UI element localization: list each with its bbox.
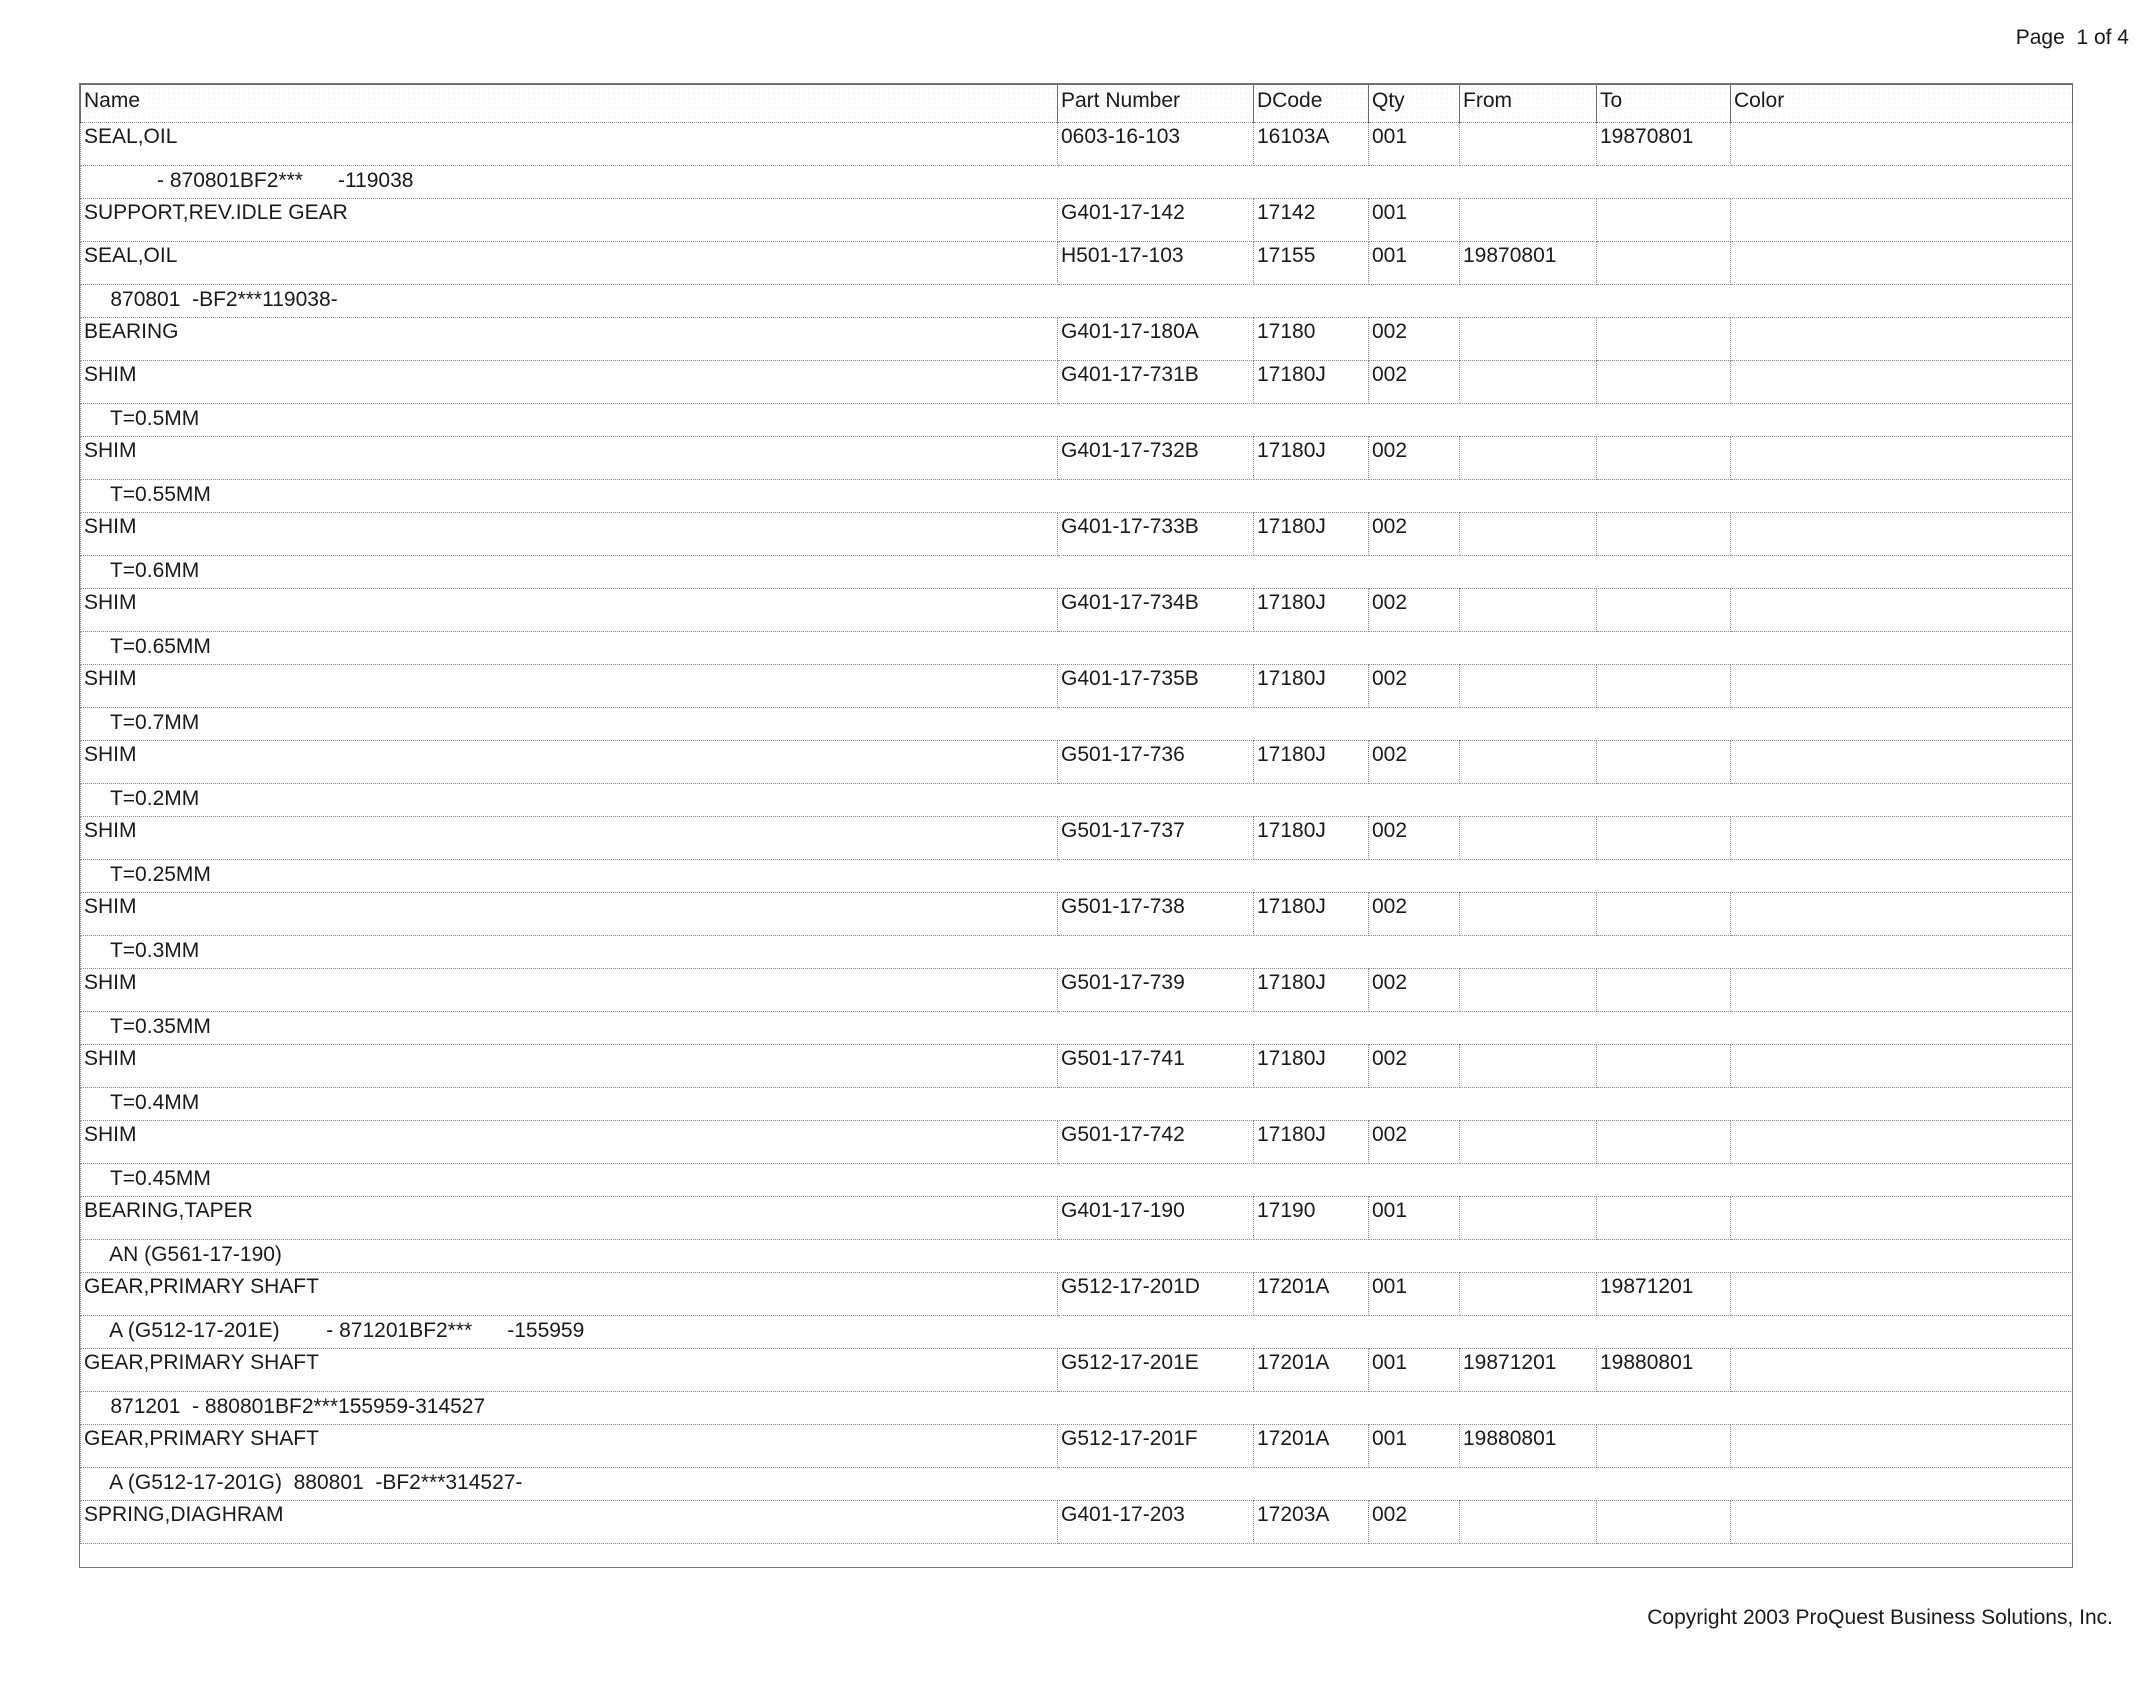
cell-part-number: H501-17-103 — [1058, 242, 1254, 285]
cell-name: GEAR,PRIMARY SHAFT — [81, 1425, 1058, 1468]
row-note: T=0.65MM — [81, 632, 2073, 665]
cell-dcode: 17201A — [1254, 1273, 1369, 1316]
cell-dcode: 17180J — [1254, 1045, 1369, 1088]
cell-from — [1460, 199, 1597, 242]
header-from: From — [1460, 85, 1597, 123]
table-row — [81, 199, 2073, 242]
cell-name: GEAR,PRIMARY SHAFT — [81, 1273, 1058, 1316]
cell-part-number: G401-17-190 — [1058, 1197, 1254, 1240]
table-row-note — [81, 632, 2073, 665]
table-row-note — [81, 784, 2073, 817]
cell-to — [1597, 437, 1731, 480]
cell-from — [1460, 513, 1597, 556]
table-row — [81, 1501, 2073, 1544]
row-note: T=0.25MM — [81, 860, 2073, 893]
cell-from — [1460, 1273, 1597, 1316]
table-row — [81, 1273, 2073, 1316]
table-row — [81, 1121, 2073, 1164]
cell-qty: 001 — [1369, 1425, 1460, 1468]
cell-dcode: 17180J — [1254, 1121, 1369, 1164]
table-row — [81, 665, 2073, 708]
cell-qty: 002 — [1369, 1045, 1460, 1088]
cell-dcode: 17190 — [1254, 1197, 1369, 1240]
table-row-note — [81, 1468, 2073, 1501]
table-row — [81, 969, 2073, 1012]
cell-part-number: G512-17-201D — [1058, 1273, 1254, 1316]
cell-to — [1597, 361, 1731, 404]
cell-name: SHIM — [81, 1121, 1058, 1164]
cell-color — [1731, 199, 2073, 242]
cell-from — [1460, 1045, 1597, 1088]
cell-dcode: 17180J — [1254, 513, 1369, 556]
cell-from: 19880801 — [1460, 1425, 1597, 1468]
cell-color — [1731, 242, 2073, 285]
table-row — [81, 589, 2073, 632]
table-row-note — [81, 556, 2073, 589]
table-row-note — [81, 1088, 2073, 1121]
cell-dcode: 17142 — [1254, 199, 1369, 242]
cell-to — [1597, 665, 1731, 708]
table-row — [81, 817, 2073, 860]
cell-to — [1597, 513, 1731, 556]
table-row-note — [81, 1316, 2073, 1349]
table-row — [81, 437, 2073, 480]
cell-color — [1731, 123, 2073, 166]
cell-dcode: 17180J — [1254, 893, 1369, 936]
cell-qty: 002 — [1369, 893, 1460, 936]
cell-to: 19880801 — [1597, 1349, 1731, 1392]
cell-dcode: 17201A — [1254, 1425, 1369, 1468]
table-row-note — [81, 285, 2073, 318]
row-note: T=0.55MM — [81, 480, 2073, 513]
cell-from — [1460, 1121, 1597, 1164]
cell-qty: 001 — [1369, 1197, 1460, 1240]
cell-part-number: G512-17-201E — [1058, 1349, 1254, 1392]
row-note: T=0.4MM — [81, 1088, 2073, 1121]
cell-to — [1597, 817, 1731, 860]
header-row — [81, 85, 2073, 123]
cell-from — [1460, 1501, 1597, 1544]
cell-color — [1731, 741, 2073, 784]
cell-qty: 002 — [1369, 969, 1460, 1012]
cell-name: SUPPORT,REV.IDLE GEAR — [81, 199, 1058, 242]
table-row-note — [81, 166, 2073, 199]
cell-dcode: 17180J — [1254, 437, 1369, 480]
cell-part-number: G401-17-732B — [1058, 437, 1254, 480]
cell-from — [1460, 123, 1597, 166]
cell-dcode: 17180J — [1254, 817, 1369, 860]
cell-color — [1731, 1425, 2073, 1468]
cell-to — [1597, 242, 1731, 285]
cell-part-number: G501-17-738 — [1058, 893, 1254, 936]
cell-from: 19871201 — [1460, 1349, 1597, 1392]
table-row-note — [81, 1240, 2073, 1273]
cell-color — [1731, 1197, 2073, 1240]
cell-name: SPRING,DIAGHRAM — [81, 1501, 1058, 1544]
cell-part-number: G401-17-731B — [1058, 361, 1254, 404]
table-row-note — [81, 404, 2073, 437]
row-note: T=0.5MM — [81, 404, 2073, 437]
table-row — [81, 361, 2073, 404]
cell-dcode: 17203A — [1254, 1501, 1369, 1544]
cell-qty: 002 — [1369, 1121, 1460, 1164]
cell-dcode: 17155 — [1254, 242, 1369, 285]
cell-to — [1597, 969, 1731, 1012]
cell-qty: 002 — [1369, 817, 1460, 860]
cell-part-number: G401-17-203 — [1058, 1501, 1254, 1544]
cell-from — [1460, 361, 1597, 404]
cell-part-number: G501-17-737 — [1058, 817, 1254, 860]
table-row — [81, 1425, 2073, 1468]
cell-name: SHIM — [81, 969, 1058, 1012]
table-row — [81, 1197, 2073, 1240]
cell-from — [1460, 1197, 1597, 1240]
cell-qty: 002 — [1369, 741, 1460, 784]
cell-name: SEAL,OIL — [81, 242, 1058, 285]
table-row — [81, 242, 2073, 285]
table-row-note — [81, 936, 2073, 969]
cell-part-number: G501-17-736 — [1058, 741, 1254, 784]
cell-from: 19870801 — [1460, 242, 1597, 285]
cell-color — [1731, 893, 2073, 936]
table-row-note — [81, 860, 2073, 893]
cell-color — [1731, 817, 2073, 860]
table-header — [81, 85, 2073, 123]
row-note: T=0.2MM — [81, 784, 2073, 817]
table-row — [81, 741, 2073, 784]
cell-name: SHIM — [81, 1045, 1058, 1088]
table-row-note — [81, 1012, 2073, 1045]
cell-name: GEAR,PRIMARY SHAFT — [81, 1349, 1058, 1392]
table-row-note — [81, 1164, 2073, 1197]
row-note: T=0.35MM — [81, 1012, 2073, 1045]
table-row-note — [81, 1392, 2073, 1425]
cell-to — [1597, 1121, 1731, 1164]
cell-qty: 001 — [1369, 1273, 1460, 1316]
cell-to — [1597, 741, 1731, 784]
cell-color — [1731, 361, 2073, 404]
cell-color — [1731, 513, 2073, 556]
cell-name: SHIM — [81, 513, 1058, 556]
cell-from — [1460, 665, 1597, 708]
cell-qty: 002 — [1369, 318, 1460, 361]
cell-color — [1731, 665, 2073, 708]
parts-table — [80, 84, 2073, 1544]
cell-part-number: G401-17-735B — [1058, 665, 1254, 708]
cell-qty: 002 — [1369, 513, 1460, 556]
row-note: T=0.6MM — [81, 556, 2073, 589]
cell-dcode: 16103A — [1254, 123, 1369, 166]
header-part-number: Part Number — [1058, 85, 1254, 123]
table-row — [81, 123, 2073, 166]
header-qty: Qty — [1369, 85, 1460, 123]
header-color: Color — [1731, 85, 2073, 123]
cell-name: SHIM — [81, 893, 1058, 936]
cell-to — [1597, 1045, 1731, 1088]
table-row — [81, 318, 2073, 361]
cell-dcode: 17180J — [1254, 741, 1369, 784]
cell-name: SHIM — [81, 589, 1058, 632]
cell-dcode: 17180J — [1254, 969, 1369, 1012]
row-note: T=0.3MM — [81, 936, 2073, 969]
header-to: To — [1597, 85, 1731, 123]
cell-color — [1731, 1501, 2073, 1544]
row-note: A (G512-17-201E) - 871201BF2*** -155959 — [81, 1316, 2073, 1349]
header-name: Name — [81, 85, 1058, 123]
cell-part-number: 0603-16-103 — [1058, 123, 1254, 166]
cell-color — [1731, 437, 2073, 480]
cell-name: SHIM — [81, 665, 1058, 708]
cell-name: BEARING,TAPER — [81, 1197, 1058, 1240]
table-row — [81, 893, 2073, 936]
cell-name: SEAL,OIL — [81, 123, 1058, 166]
header-dcode: DCode — [1254, 85, 1369, 123]
cell-from — [1460, 589, 1597, 632]
cell-dcode: 17180J — [1254, 589, 1369, 632]
cell-to — [1597, 1425, 1731, 1468]
cell-color — [1731, 1273, 2073, 1316]
cell-part-number: G501-17-739 — [1058, 969, 1254, 1012]
cell-dcode: 17180J — [1254, 361, 1369, 404]
cell-part-number: G401-17-142 — [1058, 199, 1254, 242]
cell-qty: 002 — [1369, 665, 1460, 708]
cell-name: SHIM — [81, 741, 1058, 784]
cell-color — [1731, 969, 2073, 1012]
cell-part-number: G401-17-180A — [1058, 318, 1254, 361]
table-row — [81, 1045, 2073, 1088]
cell-dcode: 17180 — [1254, 318, 1369, 361]
cell-qty: 002 — [1369, 361, 1460, 404]
cell-to — [1597, 199, 1731, 242]
cell-qty: 001 — [1369, 242, 1460, 285]
cell-to: 19870801 — [1597, 123, 1731, 166]
cell-dcode: 17180J — [1254, 665, 1369, 708]
row-note: T=0.7MM — [81, 708, 2073, 741]
copyright-notice: Copyright 2003 ProQuest Business Solutions, Inc. — [1647, 1606, 2113, 1629]
cell-color — [1731, 1121, 2073, 1164]
cell-part-number: G401-17-733B — [1058, 513, 1254, 556]
cell-from — [1460, 318, 1597, 361]
cell-color — [1731, 589, 2073, 632]
cell-name: SHIM — [81, 817, 1058, 860]
row-note: - 870801BF2*** -119038 — [81, 166, 2073, 199]
cell-from — [1460, 437, 1597, 480]
row-note: T=0.45MM — [81, 1164, 2073, 1197]
cell-dcode: 17201A — [1254, 1349, 1369, 1392]
row-note: 870801 -BF2***119038- — [81, 285, 2073, 318]
row-note: AN (G561-17-190) — [81, 1240, 2073, 1273]
cell-from — [1460, 893, 1597, 936]
cell-qty: 002 — [1369, 437, 1460, 480]
cell-from — [1460, 969, 1597, 1012]
cell-qty: 001 — [1369, 1349, 1460, 1392]
cell-name: SHIM — [81, 361, 1058, 404]
cell-name: SHIM — [81, 437, 1058, 480]
cell-qty: 002 — [1369, 589, 1460, 632]
cell-color — [1731, 1349, 2073, 1392]
cell-qty: 001 — [1369, 199, 1460, 242]
table-body — [81, 123, 2073, 1544]
cell-to — [1597, 318, 1731, 361]
cell-to — [1597, 1501, 1731, 1544]
table-row-note — [81, 708, 2073, 741]
cell-part-number: G501-17-741 — [1058, 1045, 1254, 1088]
cell-part-number: G401-17-734B — [1058, 589, 1254, 632]
cell-color — [1731, 1045, 2073, 1088]
cell-qty: 002 — [1369, 1501, 1460, 1544]
cell-to — [1597, 893, 1731, 936]
cell-from — [1460, 741, 1597, 784]
table-row — [81, 1349, 2073, 1392]
cell-to — [1597, 1197, 1731, 1240]
table-row-note — [81, 480, 2073, 513]
cell-name: BEARING — [81, 318, 1058, 361]
cell-part-number: G512-17-201F — [1058, 1425, 1254, 1468]
cell-to — [1597, 589, 1731, 632]
cell-qty: 001 — [1369, 123, 1460, 166]
page-number: Page 1 of 4 — [2015, 26, 2129, 49]
row-note: 871201 - 880801BF2***155959-314527 — [81, 1392, 2073, 1425]
table-row — [81, 513, 2073, 556]
cell-to: 19871201 — [1597, 1273, 1731, 1316]
cell-part-number: G501-17-742 — [1058, 1121, 1254, 1164]
cell-from — [1460, 817, 1597, 860]
cell-color — [1731, 318, 2073, 361]
row-note: A (G512-17-201G) 880801 -BF2***314527- — [81, 1468, 2073, 1501]
